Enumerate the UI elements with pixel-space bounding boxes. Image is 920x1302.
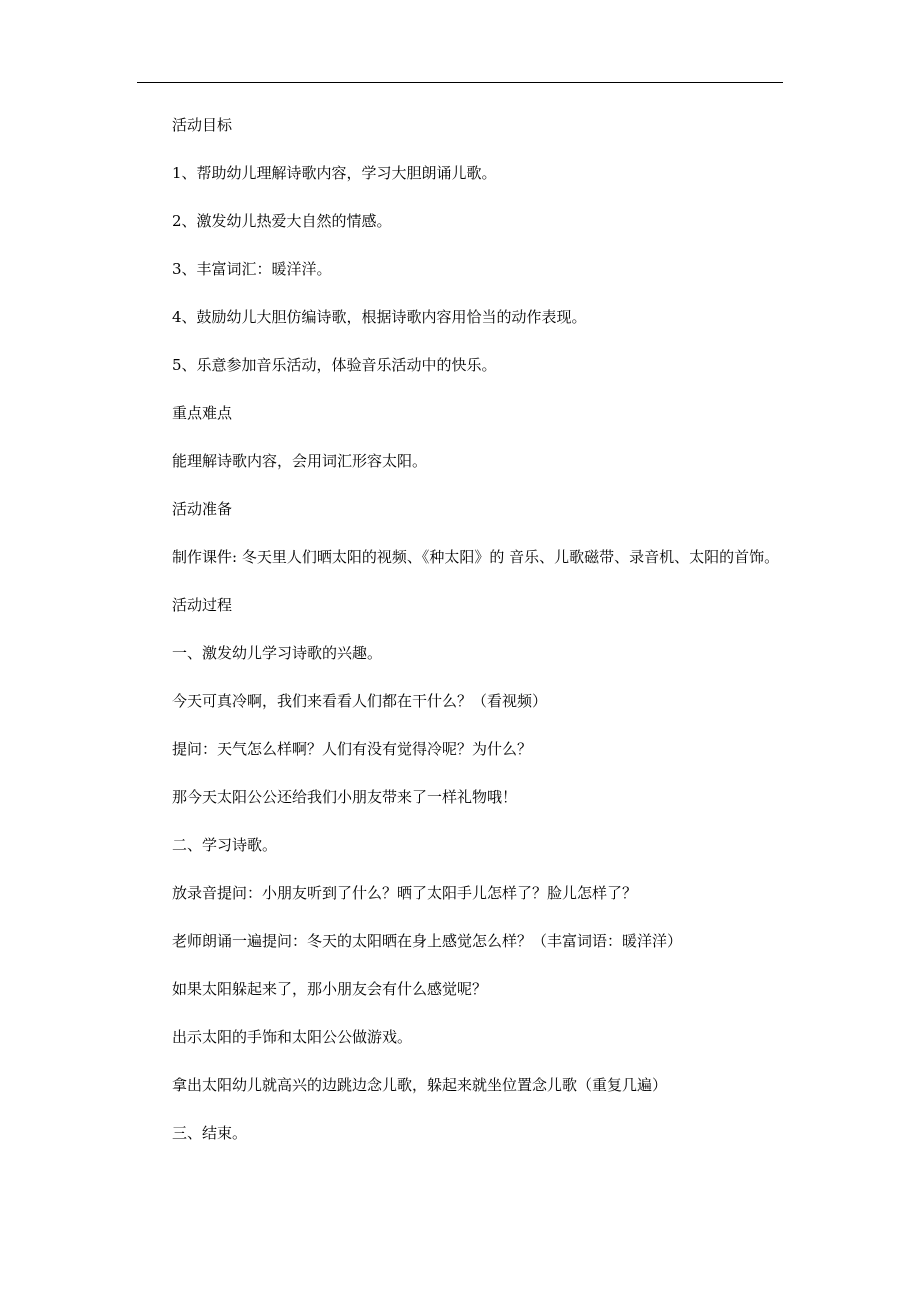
- document-body: [137, 112, 783, 1168]
- goal-item: 5、乐意参加音乐活动，体验音乐活动中的快乐。: [172, 356, 497, 374]
- process-text: 那今天太阳公公还给我们小朋友带来了一样礼物哦！: [172, 788, 518, 806]
- process-step-heading: 二、学习诗歌。: [172, 836, 278, 854]
- goal-item: 3、丰富词汇：暖洋洋。: [172, 260, 332, 278]
- heading-key-points: 重点难点: [172, 404, 233, 422]
- process-step-heading: 一、激发幼儿学习诗歌的兴趣。: [172, 644, 383, 662]
- heading-process: 活动过程: [172, 596, 233, 614]
- key-points-text: 能理解诗歌内容，会用词汇形容太阳。: [172, 452, 428, 470]
- process-step-heading: 三、结束。: [172, 1124, 248, 1142]
- goal-item: 1、帮助幼儿理解诗歌内容，学习大胆朗诵儿歌。: [172, 164, 497, 182]
- heading-preparation: 活动准备: [172, 500, 233, 518]
- preparation-text: 制作课件: 冬天里人们晒太阳的视频、《种太阳》的 音乐、儿歌磁带、录音机、太阳的首饰。: [172, 548, 780, 566]
- header-rule: [137, 82, 783, 83]
- process-text: 提问：天气怎么样啊？人们有没有觉得冷呢？为什么？: [172, 740, 533, 758]
- process-text: 放录音提问：小朋友听到了什么？晒了太阳手儿怎样了？脸儿怎样了？: [172, 884, 638, 902]
- heading-activity-goals: 活动目标: [172, 116, 233, 134]
- process-text: 老师朗诵一遍提问：冬天的太阳晒在身上感觉怎么样？（丰富词语：暖洋洋）: [172, 932, 683, 950]
- process-text: 如果太阳躲起来了，那小朋友会有什么感觉呢？: [172, 980, 488, 998]
- process-text: 拿出太阳幼儿就高兴的边跳边念儿歌，躲起来就坐位置念儿歌（重复几遍）: [172, 1076, 668, 1094]
- goal-item: 2、激发幼儿热爱大自然的情感。: [172, 212, 392, 230]
- process-text: 出示太阳的手饰和太阳公公做游戏。: [172, 1028, 413, 1046]
- process-text: 今天可真冷啊，我们来看看人们都在干什么？（看视频）: [172, 692, 548, 710]
- goal-item: 4、鼓励幼儿大胆仿编诗歌，根据诗歌内容用恰当的动作表现。: [172, 308, 587, 326]
